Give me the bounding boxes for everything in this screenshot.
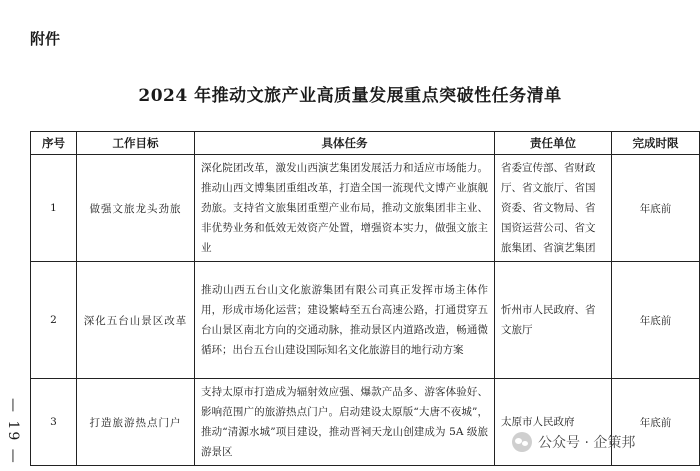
- header-goal: 工作目标: [77, 132, 195, 155]
- watermark: [512, 431, 635, 453]
- row-goal: 打造旅游热点门户: [77, 379, 195, 466]
- watermark-text: 公众号 · 企策邦: [538, 435, 636, 451]
- row-number: 3: [31, 379, 77, 466]
- wechat-icon: [512, 432, 532, 452]
- row-number: 2: [31, 262, 77, 379]
- row-deadline: 年底前: [612, 155, 700, 262]
- header-deadline: 完成时限: [612, 132, 700, 155]
- table-header-row: [31, 132, 700, 155]
- row-unit: 省委宣传部、省财政厅、省文旅厅、省国资委、省文物局、省国资运营公司、省文旅集团、省演艺集团: [495, 155, 612, 262]
- task-table: [30, 131, 700, 466]
- attachment-label: 附件: [30, 30, 61, 48]
- table-row: [31, 155, 700, 262]
- header-unit: 责任单位: [495, 132, 612, 155]
- header-number: 序号: [31, 132, 77, 155]
- table-row: [31, 262, 700, 379]
- row-task: 深化院团改革，激发山西演艺集团发展活力和适应市场能力。推动山西文博集团重组改革，打造全国一流现代文博产业旗舰劲旅。支持省文旅集团重塑产业布局，推动文旅集团非主业、非优势业务和低效无效资产处置，增强资本实力，做强文旅主业: [195, 155, 495, 262]
- row-deadline: 年底前: [612, 379, 700, 466]
- row-task: 支持太原市打造成为辐射效应强、爆款产品多、游客体验好、影响范围广的旅游热点门户。启动建设太原版“大唐不夜城”，推动“清源水城”项目建设，推动晋祠天龙山创建成为 5A 级旅游景区: [195, 379, 495, 466]
- row-deadline: 年底前: [612, 262, 700, 379]
- document-title: 2024 年推动文旅产业高质量发展重点突破性任务清单: [138, 86, 562, 106]
- row-unit: 太原市人民政府: [495, 379, 612, 466]
- header-task: 具体任务: [195, 132, 495, 155]
- page-number: — 19 —: [5, 398, 21, 465]
- row-unit: 忻州市人民政府、省文旅厅: [495, 262, 612, 379]
- row-task: 推动山西五台山文化旅游集团有限公司真正发挥市场主体作用，形成市场化运营；建设繁峙至五台高速公路，打通贯穿五台山景区南北方向的交通动脉，推动景区内道路改造，畅通微循环；出台五台山建设国际知名文化旅游目的地行动方案: [195, 262, 495, 379]
- row-goal: 深化五台山景区改革: [77, 262, 195, 379]
- row-number: 1: [31, 155, 77, 262]
- row-goal: 做强文旅龙头劲旅: [77, 155, 195, 262]
